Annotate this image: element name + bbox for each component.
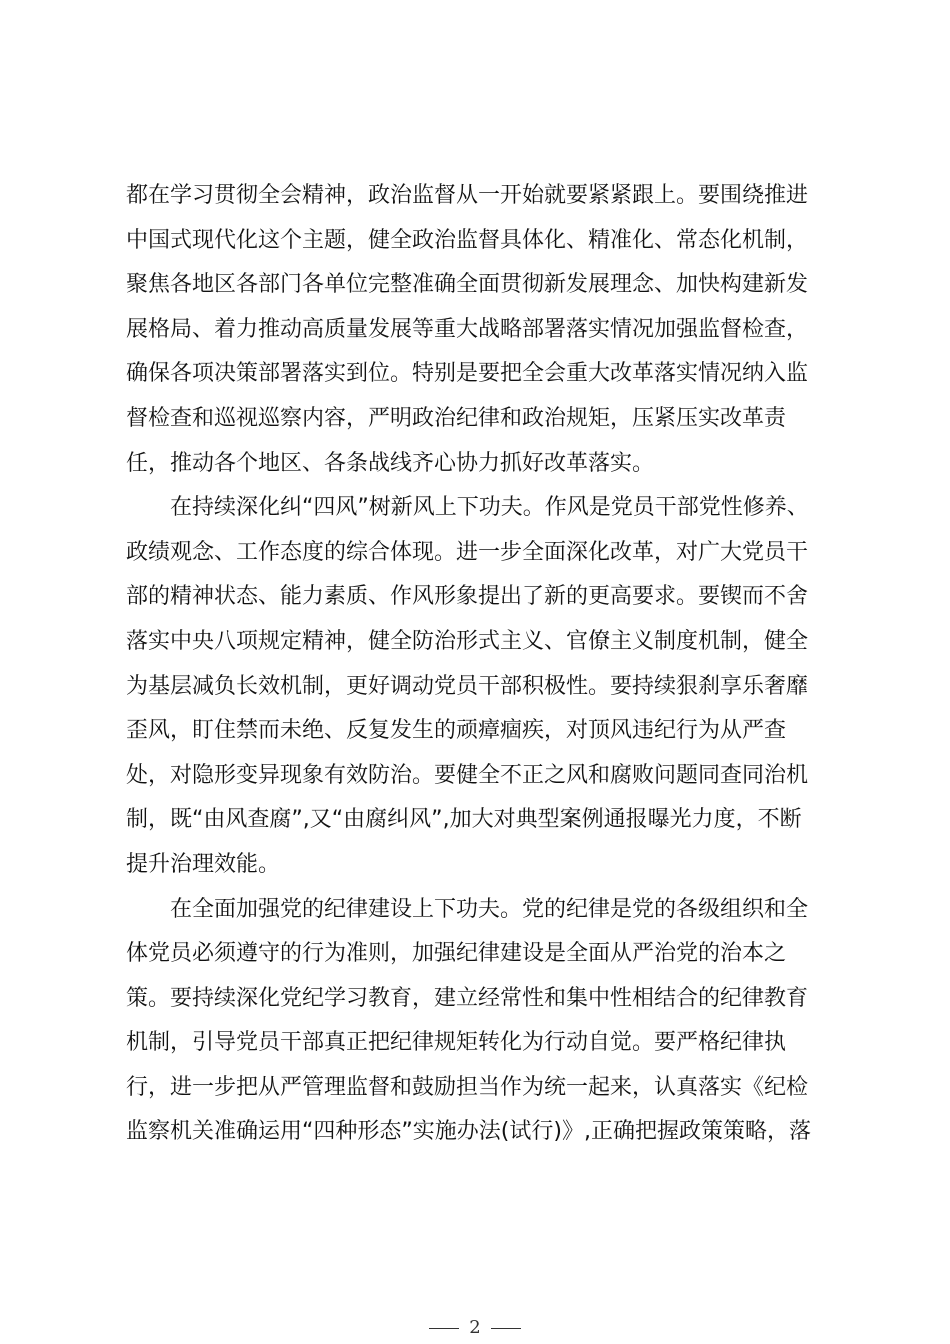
text-line: 在全面加强党的纪律建设上下功夫。党的纪律是党的各级组织和全: [170, 896, 809, 922]
text-line: 行，进一步把从严管理监督和鼓励担当作为统一起来，认真落实《纪检: [126, 1074, 809, 1100]
text-line: 监察机关准确运用“四种形态”实施办法(试行)》,正确把握政策策略，落: [126, 1119, 811, 1145]
text-line: 部的精神状态、能力素质、作风形象提出了新的更高要求。要锲而不舍: [126, 584, 809, 610]
text-line: 制，既“由风查腐”,又“由腐纠风”,加大对典型案例通报曝光力度，不断: [126, 807, 802, 833]
text-line: 政绩观念、工作态度的综合体现。进一步全面深化改革，对广大党员干: [126, 539, 809, 565]
text-line: 在持续深化纠“四风”树新风上下功夫。作风是党员干部党性修养、: [170, 495, 809, 521]
page-footer: [0, 1316, 950, 1340]
text-line: 展格局、着力推动高质量发展等重大战略部署落实情况加强监督检查，: [126, 316, 809, 342]
text-line: 督检查和巡视巡察内容，严明政治纪律和政治规矩，压紧压实改革责: [126, 405, 787, 431]
paragraph-1: [126, 174, 826, 486]
footer-dash-left: [429, 1328, 459, 1329]
text-line: 确保各项决策部署落实到位。特别是要把全会重大改革落实情况纳入监: [126, 361, 809, 387]
text-line: 处，对隐形变异现象有效防治。要健全不正之风和腐败问题同查同治机: [126, 762, 809, 788]
text-line: 都在学习贯彻全会精神，政治监督从一开始就要紧紧跟上。要围绕推进: [126, 183, 809, 208]
text-line: 为基层减负长效机制，更好调动党员干部积极性。要持续狠刹享乐奢靡: [126, 673, 809, 699]
text-line: 中国式现代化这个主题，健全政治监督具体化、精准化、常态化机制，: [126, 227, 809, 253]
text-line: 策。要持续深化党纪学习教育，建立经常性和集中性相结合的纪律教育: [126, 985, 809, 1011]
text-line: 任，推动各个地区、各条战线齐心协力抓好改革落实。: [126, 450, 655, 476]
text-line: 歪风，盯住禁而未绝、反复发生的顽瘴痼疾，对顶风违纪行为从严查: [126, 718, 787, 744]
body-text: [126, 174, 826, 1155]
paragraph-3: [126, 888, 826, 1156]
page-number: 2: [469, 1317, 481, 1338]
paragraph-2: [126, 486, 826, 887]
text-line: 落实中央八项规定精神，健全防治形式主义、官僚主义制度机制，健全: [126, 628, 809, 654]
text-line: 体党员必须遵守的行为准则，加强纪律建设是全面从严治党的治本之: [126, 941, 787, 967]
text-line: 机制，引导党员干部真正把纪律规矩转化为行动自觉。要严格纪律执: [126, 1030, 787, 1056]
footer-dash-right: [491, 1328, 521, 1329]
text-line: 聚焦各地区各部门各单位完整准确全面贯彻新发展理念、加快构建新发: [126, 272, 809, 298]
text-line: 提升治理效能。: [126, 851, 281, 877]
